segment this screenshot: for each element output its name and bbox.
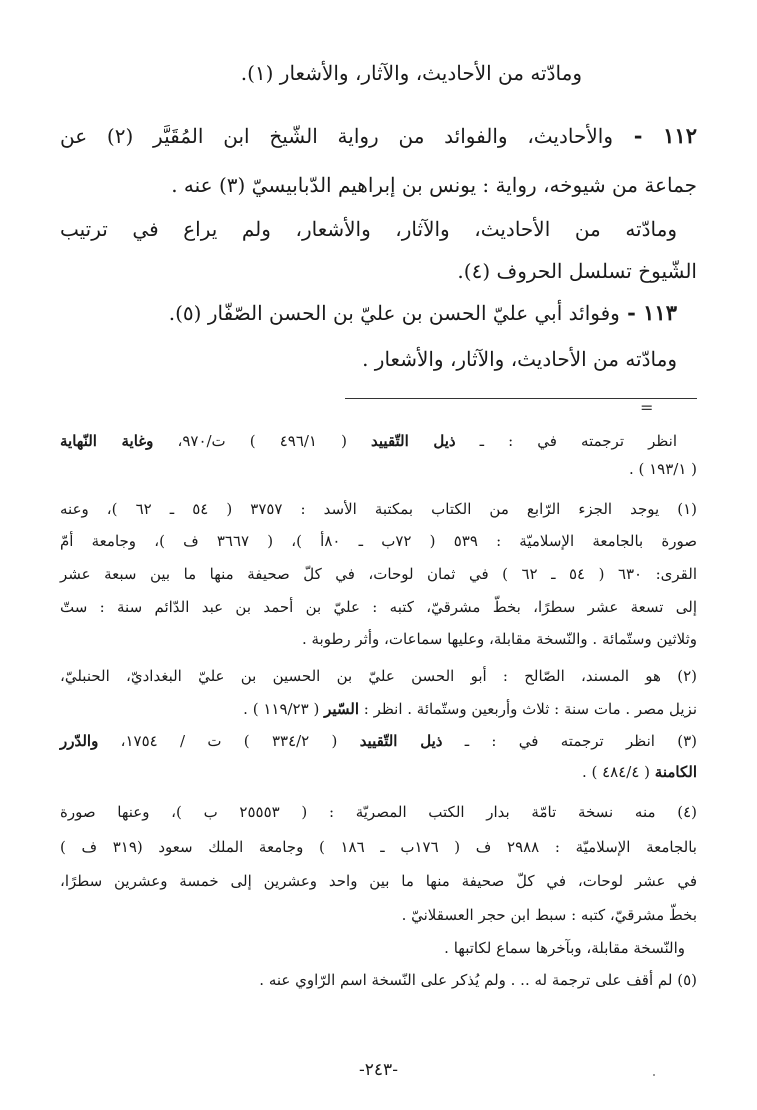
footnote-4-line-5: والنّسخة مقابلة، وبآخرها سماع لكاتبها . — [444, 939, 685, 957]
footnote-1-line-4: إلى تسعة عشر سطرًا، بخطّ مشرقيّ، كتبه : عليّ بن أحمد بن عبد الدّائم سنة : ستّ — [60, 598, 697, 616]
footnote-1-line-2: صورة بالجامعة الإسلاميّة : ٥٣٩ ( ٧٢ب ـ ٨٠أ )، ( ٣٦٦٧ ف )، وجامعة أمّ — [60, 532, 697, 550]
entry-112-line-1: ١١٢ - والأحاديث، والفوائد من رواية الشّيخ ابن المُقَيَّر (٢) عن — [60, 123, 697, 148]
entry-112-number: ١١٢ - — [612, 123, 697, 148]
scan-speck — [653, 1074, 655, 1076]
page-number: -٢٤٣- — [359, 1060, 398, 1080]
footnote-3-line-1: (٣) انظر ترجمته في : ـ ذيل التّقييد ( ٣٣٤/٢ ) ت / ١٧٥٤، والدّرر — [60, 732, 698, 750]
entry-112-line-2: جماعة من شيوخه، رواية : يونس بن إبراهيم الدّبابيسيّ (٣) عنه . — [171, 173, 697, 197]
footnote-intro-line-2: ( ١٩٣/١ ) . — [628, 460, 697, 478]
footnote-4-line-1: (٤) منه نسخة تامّة بدار الكتب المصريّة : ( ٢٥٥٥٣ ب )، وعنها صورة — [60, 803, 697, 821]
entry-113-number: ١١٣ - — [619, 300, 677, 325]
footnote-3-line-2: الكامنة ( ٤٨٤/٤ ) . — [581, 763, 697, 781]
footnote-4-line-2: بالجامعة الإسلاميّة : ٢٩٨٨ ف ( ١٧٦ب ـ ١٨٦ ) وجامعة الملك سعود (٣١٩ ف ) — [60, 838, 697, 856]
footnote-5-line-1: (٥) لم أقف على ترجمة له .. . ولم يُذكر على النّسخة اسم الرّاوي عنه . — [259, 971, 697, 989]
body-line-5: الشّيوخ تسلسل الحروف (٤). — [457, 259, 697, 283]
body-line-4: ومادّته من الأحاديث، والآثار، والأشعار، ولم يراع في ترتيب — [60, 217, 677, 241]
continuation-mark: = — [640, 398, 654, 417]
footnote-4-line-4: بخطّ مشرقيّ، كتبه : سبط ابن حجر العسقلانيّ . — [401, 906, 697, 924]
footnote-4-line-3: في عشر لوحات، في كلّ صحيفة منها ما بين واحد وعشرين إلى خمسة وعشرين سطرًا، — [60, 872, 697, 890]
entry-113-line: ١١٣ - وفوائد أبي عليّ الحسن بن عليّ بن الحسن الصّفّار (٥). — [168, 300, 677, 325]
footnote-intro-line-1: انظر ترجمته في : ـ ذيل التّقييد ( ٤٩٦/١ ) ت/٩٧٠، وغاية النّهاية — [60, 432, 678, 450]
body-line-1: ومادّته من الأحاديث، والآثار، والأشعار (١). — [240, 61, 582, 85]
footnote-2-line-1: (٢) هو المسند، الصّالح : أبو الحسن عليّ بن الحسين بن عليّ البغداديّ، الحنبليّ، — [60, 667, 697, 685]
footnote-1-line-1: (١) يوجد الجزء الرّابع من الكتاب بمكتبة الأسد : ٣٧٥٧ ( ٥٤ ـ ٦٢ )، وعنه — [60, 500, 698, 518]
footnote-2-line-2: نزيل مصر . مات سنة : ثلاث وأربعين وستّمائة . انظر : السّير ( ١١٩/٢٣ ) . — [243, 700, 697, 718]
footnote-1-line-3: القرى: ٦٣٠ ( ٥٤ ـ ٦٢ ) في ثمان لوحات، في كلّ صحيفة منها ما بين سبعة عشر — [60, 565, 697, 583]
footnote-1-line-5: وثلاثين وستّمائة . والنّسخة مقابلة، وعليها سماعات، وأثر رطوبة . — [301, 630, 697, 648]
body-line-7: ومادّته من الأحاديث، والآثار، والأشعار . — [362, 347, 677, 371]
